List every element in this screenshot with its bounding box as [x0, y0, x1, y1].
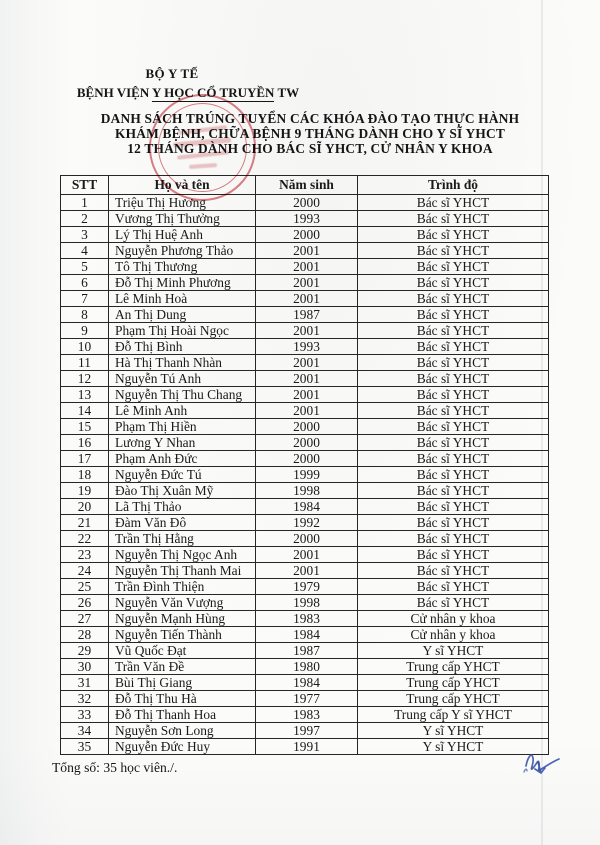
cell-year: 1997 [256, 723, 358, 739]
cell-year: 1993 [256, 211, 358, 227]
cell-year: 2001 [256, 323, 358, 339]
cell-stt: 11 [61, 355, 109, 371]
table-row [61, 531, 549, 547]
cell-name: Nguyễn Thị Ngọc Anh [109, 547, 256, 563]
cell-year: 2001 [256, 275, 358, 291]
cell-name: An Thị Dung [109, 307, 256, 323]
cell-name: Lý Thị Huệ Anh [109, 227, 256, 243]
cell-name: Trần Đình Thiện [109, 579, 256, 595]
cell-stt: 25 [61, 579, 109, 595]
cell-stt: 3 [61, 227, 109, 243]
cell-year: 1983 [256, 707, 358, 723]
cell-year: 2000 [256, 419, 358, 435]
cell-degree: Bác sĩ YHCT [358, 403, 549, 419]
table-row [61, 595, 549, 611]
cell-name: Đỗ Thị Minh Phương [109, 275, 256, 291]
cell-year: 2001 [256, 371, 358, 387]
cell-stt: 14 [61, 403, 109, 419]
cell-stt: 15 [61, 419, 109, 435]
cell-degree: Trung cấp YHCT [358, 675, 549, 691]
table-row [61, 627, 549, 643]
cell-name: Nguyễn Văn Vượng [109, 595, 256, 611]
document-title [60, 112, 560, 157]
stamp-ink-smudge [189, 163, 217, 169]
cell-degree: Bác sĩ YHCT [358, 547, 549, 563]
cell-degree: Bác sĩ YHCT [358, 467, 549, 483]
cell-degree: Bác sĩ YHCT [358, 451, 549, 467]
cell-stt: 20 [61, 499, 109, 515]
cell-stt: 12 [61, 371, 109, 387]
cell-degree: Bác sĩ YHCT [358, 579, 549, 595]
cell-degree: Y sĩ YHCT [358, 739, 549, 755]
cell-stt: 23 [61, 547, 109, 563]
cell-name: Trần Thị Hằng [109, 531, 256, 547]
cell-year: 2001 [256, 387, 358, 403]
cell-degree: Cử nhân y khoa [358, 627, 549, 643]
cell-year: 2000 [256, 531, 358, 547]
cell-degree: Bác sĩ YHCT [358, 355, 549, 371]
cell-year: 1980 [256, 659, 358, 675]
cell-name: Đỗ Thị Bình [109, 339, 256, 355]
cell-degree: Bác sĩ YHCT [358, 387, 549, 403]
cell-year: 1991 [256, 739, 358, 755]
pen-initial-mark [514, 742, 564, 786]
header-degree: Trình độ [358, 176, 549, 195]
cell-year: 1999 [256, 467, 358, 483]
table-row [61, 499, 549, 515]
cell-name: Tô Thị Thương [109, 259, 256, 275]
cell-name: Lã Thị Thảo [109, 499, 256, 515]
header-birth-year: Năm sinh [256, 176, 358, 195]
cell-name: Nguyễn Tiến Thành [109, 627, 256, 643]
cell-name: Đàm Văn Đô [109, 515, 256, 531]
cell-year: 2001 [256, 403, 358, 419]
cell-degree: Bác sĩ YHCT [358, 211, 549, 227]
cell-year: 1987 [256, 307, 358, 323]
cell-year: 1984 [256, 627, 358, 643]
cell-name: Đào Thị Xuân Mỹ [109, 483, 256, 499]
cell-name: Hà Thị Thanh Nhàn [109, 355, 256, 371]
table-row [61, 451, 549, 467]
title-line-1: DANH SÁCH TRÚNG TUYỂN CÁC KHÓA ĐÀO TẠO THỰC HÀNH [100, 111, 520, 126]
cell-name: Trần Văn Đề [109, 659, 256, 675]
cell-degree: Bác sĩ YHCT [358, 419, 549, 435]
table-row [61, 227, 549, 243]
cell-name: Lương Y Nhan [109, 435, 256, 451]
cell-stt: 29 [61, 643, 109, 659]
title-line-3: 12 THÁNG DÀNH CHO BÁC SĨ YHCT, CỬ NHÂN Y KHOA [127, 140, 493, 156]
cell-name: Bùi Thị Giang [109, 675, 256, 691]
table-row [61, 691, 549, 707]
table-row [61, 259, 549, 275]
admission-roster-table [60, 175, 549, 755]
cell-stt: 2 [61, 211, 109, 227]
ministry-name: BỘ Y TẾ [145, 66, 199, 81]
table-row [61, 659, 549, 675]
cell-name: Nguyễn Đức Tú [109, 467, 256, 483]
table-row [61, 563, 549, 579]
cell-name: Nguyễn Thị Thu Chang [109, 387, 256, 403]
table-row [61, 195, 549, 211]
cell-stt: 27 [61, 611, 109, 627]
cell-stt: 31 [61, 675, 109, 691]
cell-degree: Bác sĩ YHCT [358, 339, 549, 355]
cell-year: 1984 [256, 499, 358, 515]
cell-stt: 1 [61, 195, 109, 211]
cell-degree: Bác sĩ YHCT [358, 195, 549, 211]
table-row [61, 211, 549, 227]
cell-stt: 30 [61, 659, 109, 675]
org-prefix: BỆNH VIỆN [76, 85, 152, 100]
org-underlined-text: Y HỌC CỔ TRUYỀN [152, 85, 275, 100]
table-row [61, 403, 549, 419]
cell-name: Đỗ Thị Thanh Hoa [109, 707, 256, 723]
cell-stt: 35 [61, 739, 109, 755]
table-row [61, 307, 549, 323]
table-row [61, 291, 549, 307]
cell-degree: Bác sĩ YHCT [358, 563, 549, 579]
cell-stt: 19 [61, 483, 109, 499]
cell-stt: 4 [61, 243, 109, 259]
cell-year: 1984 [256, 675, 358, 691]
cell-name: Nguyễn Tú Anh [109, 371, 256, 387]
cell-degree: Bác sĩ YHCT [358, 371, 549, 387]
cell-year: 2000 [256, 435, 358, 451]
cell-degree: Bác sĩ YHCT [358, 499, 549, 515]
cell-name: Nguyễn Đức Huy [109, 739, 256, 755]
table-header-row [61, 176, 549, 195]
table-row [61, 483, 549, 499]
cell-stt: 16 [61, 435, 109, 451]
cell-stt: 7 [61, 291, 109, 307]
cell-degree: Bác sĩ YHCT [358, 227, 549, 243]
cell-year: 1983 [256, 611, 358, 627]
cell-name: Lê Minh Hoà [109, 291, 256, 307]
table-row [61, 435, 549, 451]
table-row [61, 675, 549, 691]
table-row [61, 643, 549, 659]
table-row [61, 723, 549, 739]
cell-stt: 10 [61, 339, 109, 355]
cell-name: Triệu Thị Hương [109, 195, 256, 211]
cell-year: 2001 [256, 291, 358, 307]
cell-name: Nguyễn Phương Thảo [109, 243, 256, 259]
cell-stt: 22 [61, 531, 109, 547]
header-name: Họ và tên [109, 176, 256, 195]
cell-stt: 6 [61, 275, 109, 291]
table-row [61, 467, 549, 483]
cell-degree: Bác sĩ YHCT [358, 259, 549, 275]
cell-degree: Bác sĩ YHCT [358, 323, 549, 339]
table-row [61, 275, 549, 291]
organization-name [72, 85, 304, 101]
cell-year: 1998 [256, 483, 358, 499]
cell-name: Phạm Anh Đức [109, 451, 256, 467]
cell-year: 1993 [256, 339, 358, 355]
cell-stt: 13 [61, 387, 109, 403]
cell-name: Phạm Thị Hiền [109, 419, 256, 435]
cell-year: 2001 [256, 355, 358, 371]
cell-degree: Bác sĩ YHCT [358, 275, 549, 291]
cell-year: 2001 [256, 259, 358, 275]
cell-stt: 28 [61, 627, 109, 643]
cell-year: 1977 [256, 691, 358, 707]
cell-name: Phạm Thị Hoài Ngọc [109, 323, 256, 339]
table-row [61, 739, 549, 755]
cell-degree: Cử nhân y khoa [358, 611, 549, 627]
cell-year: 2001 [256, 243, 358, 259]
cell-name: Lê Minh Anh [109, 403, 256, 419]
title-line-2: KHÁM BỆNH, CHỮA BỆNH 9 THÁNG DÀNH CHO Y SĨ YHCT [115, 125, 505, 141]
table-row [61, 515, 549, 531]
cell-degree: Bác sĩ YHCT [358, 531, 549, 547]
table-row [61, 339, 549, 355]
table-row [61, 371, 549, 387]
cell-year: 2001 [256, 547, 358, 563]
cell-degree: Bác sĩ YHCT [358, 307, 549, 323]
cell-year: 2000 [256, 451, 358, 467]
cell-stt: 24 [61, 563, 109, 579]
cell-degree: Bác sĩ YHCT [358, 595, 549, 611]
document-header [72, 66, 304, 101]
table-row [61, 387, 549, 403]
cell-year: 2000 [256, 195, 358, 211]
cell-year: 1998 [256, 595, 358, 611]
table-row [61, 243, 549, 259]
cell-name: Vương Thị Thưởng [109, 211, 256, 227]
total-count-line: Tổng số: 35 học viên./. [52, 760, 178, 775]
cell-year: 1992 [256, 515, 358, 531]
cell-stt: 34 [61, 723, 109, 739]
cell-degree: Y sĩ YHCT [358, 643, 549, 659]
cell-degree: Y sĩ YHCT [358, 723, 549, 739]
cell-degree: Bác sĩ YHCT [358, 291, 549, 307]
table-row [61, 707, 549, 723]
table-row [61, 547, 549, 563]
cell-name: Nguyễn Mạnh Hùng [109, 611, 256, 627]
cell-stt: 26 [61, 595, 109, 611]
cell-stt: 5 [61, 259, 109, 275]
cell-stt: 32 [61, 691, 109, 707]
table-row [61, 611, 549, 627]
cell-degree: Bác sĩ YHCT [358, 515, 549, 531]
cell-name: Đỗ Thị Thu Hà [109, 691, 256, 707]
cell-year: 1979 [256, 579, 358, 595]
table-row [61, 323, 549, 339]
cell-year: 1987 [256, 643, 358, 659]
cell-name: Nguyễn Thị Thanh Mai [109, 563, 256, 579]
cell-degree: Trung cấp YHCT [358, 691, 549, 707]
cell-stt: 8 [61, 307, 109, 323]
table-row [61, 419, 549, 435]
cell-degree: Bác sĩ YHCT [358, 435, 549, 451]
cell-stt: 33 [61, 707, 109, 723]
cell-stt: 21 [61, 515, 109, 531]
cell-degree: Trung cấp Y sĩ YHCT [358, 707, 549, 723]
cell-degree: Trung cấp YHCT [358, 659, 549, 675]
header-stt: STT [61, 176, 109, 195]
cell-degree: Bác sĩ YHCT [358, 483, 549, 499]
org-suffix: TW [274, 85, 300, 100]
cell-degree: Bác sĩ YHCT [358, 243, 549, 259]
cell-stt: 18 [61, 467, 109, 483]
roster-table-body [61, 195, 549, 755]
table-row [61, 355, 549, 371]
cell-stt: 17 [61, 451, 109, 467]
cell-stt: 9 [61, 323, 109, 339]
cell-name: Vũ Quốc Đạt [109, 643, 256, 659]
cell-year: 2000 [256, 227, 358, 243]
cell-year: 2001 [256, 563, 358, 579]
cell-name: Nguyễn Sơn Long [109, 723, 256, 739]
table-row [61, 579, 549, 595]
